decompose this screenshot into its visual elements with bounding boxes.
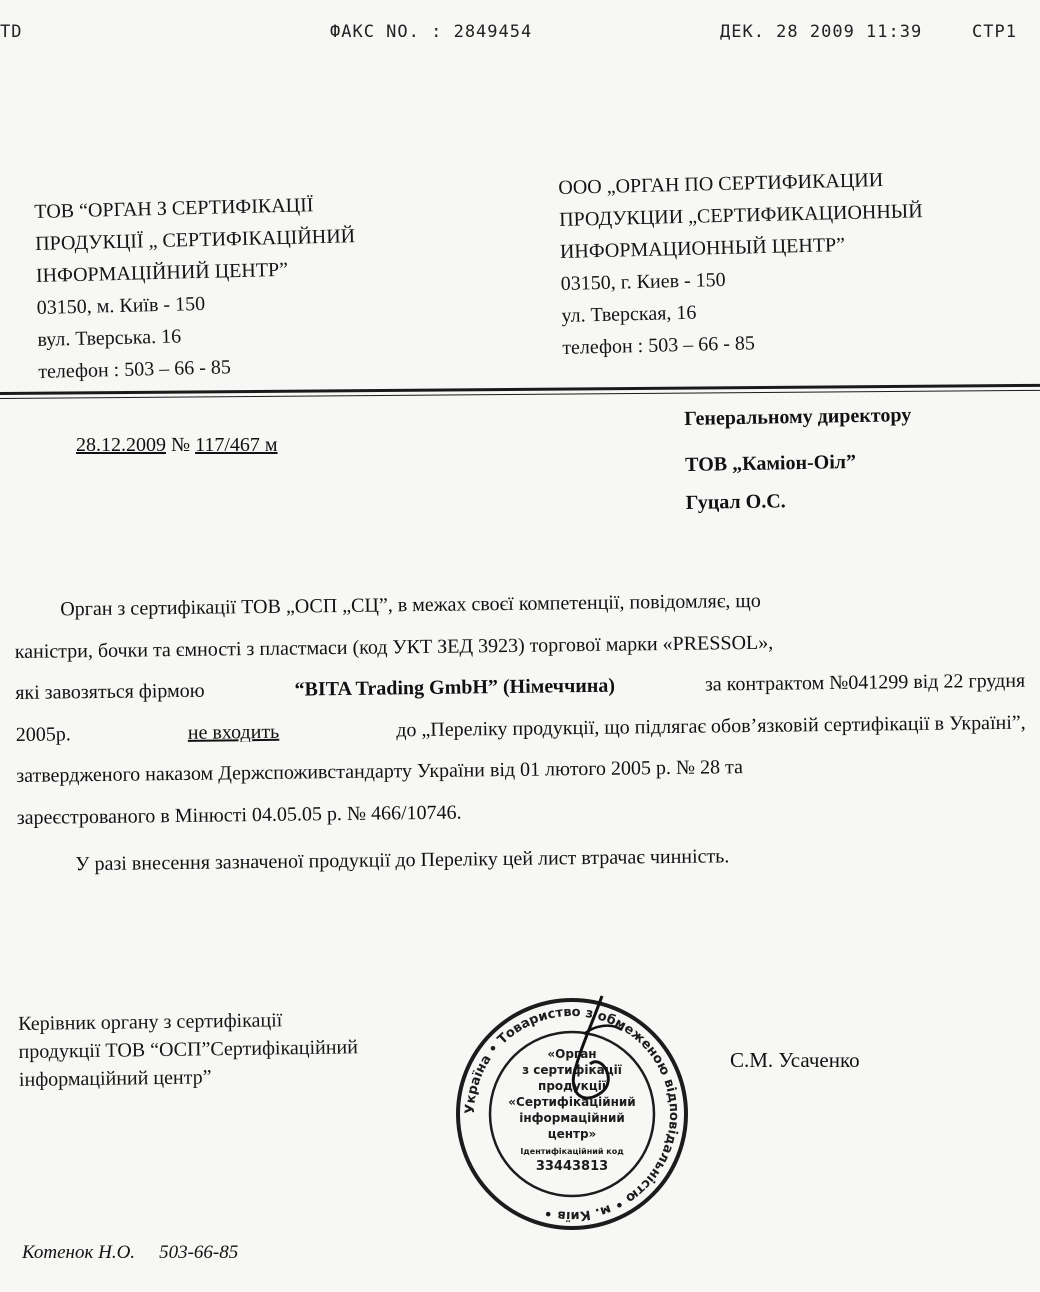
address-line: ПРОДУКЦИИ „СЕРТИФИКАЦИОННЫЙ [558, 200, 923, 231]
seal-inner-line: з сертифікації [522, 1063, 622, 1077]
seal-inner-line: «Сертифікаційний [508, 1095, 636, 1109]
address-line: вул. Тверська. 16 [37, 325, 182, 351]
address-line: ІНФОРМАЦІЙНИЙ ЦЕНТР” [35, 258, 289, 287]
seal-inner-line: «Орган [547, 1047, 597, 1061]
body-text: зареєстрованого в Мінюсті 04.05.05 р. № 466/10746. [16, 801, 462, 829]
address-line: ТОВ “ОРГАН З СЕРТИФІКАЦІЇ [34, 194, 314, 223]
official-seal-stamp [452, 994, 692, 1234]
number-sign: № [171, 434, 191, 456]
supplier-name: “BITA Trading GmbH” (Німеччина) [294, 674, 616, 701]
body-text: каністри, бочки та ємності з пластмаси (код УКТ ЗЕД 3923) торгової марки «PRESSOL», [14, 631, 774, 663]
seal-code: 33443813 [535, 1159, 609, 1174]
signer-title-line: продукції ТОВ “ОСП”Сертифікаційний [18, 1036, 359, 1063]
seal-inner-line: продукції [538, 1079, 606, 1093]
body-text: які завозяться фірмою [15, 679, 205, 704]
body-text: затвердженого наказом Держспоживстандарту України від 01 лютого 2005 р. № 28 та [16, 756, 744, 787]
seal-code-label: Ідентифікаційний код [520, 1147, 624, 1156]
address-line: 03150, м. Київ - 150 [36, 292, 206, 319]
letter-reference [76, 434, 278, 457]
body-text: за контрактом №041299 від 22 грудня [704, 669, 1026, 696]
address-line: ООО „ОРГАН ПО СЕРТИФИКАЦИИ [558, 169, 884, 199]
recipient-block [684, 396, 913, 522]
letter-date: 28.12.2009 [76, 434, 166, 456]
seal-outer-text: Україна • Товариство з обмеженою відповідальністю • м. Київ • [462, 1004, 682, 1224]
fax-number: ФАКС NO. : 2849454 [330, 22, 533, 42]
signer-title-line: інформаційний центр” [18, 1066, 212, 1091]
fax-header-left: TD [0, 22, 23, 42]
seal-inner-line: інформаційний [519, 1111, 625, 1125]
address-line: ИНФОРМАЦИОННЫЙ ЦЕНТР” [559, 234, 846, 263]
fax-datetime: ДЕК. 28 2009 11:39 [720, 22, 923, 42]
address-line: ПРОДУКЦІЇ „ СЕРТИФІКАЦІЙНИЙ [34, 225, 356, 255]
fax-header [0, 22, 1040, 46]
body-text: 2005р. [15, 722, 71, 746]
letter-number: 117/467 м [195, 434, 278, 456]
address-line: телефон : 503 – 66 - 85 [562, 332, 756, 359]
sender-address-ukrainian [34, 188, 359, 388]
body-paragraph-2: У разі внесення зазначеної продукції до Переліку цей лист втрачає чинність. [75, 845, 730, 876]
executor-name: Котенок Н.О. [22, 1242, 136, 1263]
recipient-company: ТОВ „Каміон-Оіл” [684, 451, 857, 476]
executor-info [22, 1242, 238, 1264]
address-line: телефон : 503 – 66 - 85 [38, 356, 232, 383]
sender-address-russian [558, 163, 926, 364]
seal-inner-line: центр» [547, 1127, 597, 1141]
letter-body [14, 578, 1028, 887]
body-text: до „Переліку продукції, що підлягає обов’язковій сертифікації в Україні”, [396, 711, 1026, 741]
address-line: 03150, г. Киев - 150 [560, 268, 726, 295]
recipient-position: Генеральному директору [684, 404, 912, 430]
signer-title-line: Керівник органу з сертифікації [18, 1009, 283, 1035]
executor-phone: 503-66-85 [159, 1242, 239, 1263]
address-line: ул. Тверская, 16 [561, 301, 697, 327]
signer-name: С.М. Усаченко [730, 1048, 860, 1072]
not-included-text: не входить [187, 720, 280, 744]
body-text: Орган з сертифікації ТОВ „ОСП „СЦ”, в межах своєї компетенції, повідомляє, що [60, 589, 761, 621]
fax-page: СТР1 [972, 22, 1017, 42]
signer-title [18, 1005, 358, 1094]
recipient-name: Гуцал О.С. [685, 490, 786, 514]
